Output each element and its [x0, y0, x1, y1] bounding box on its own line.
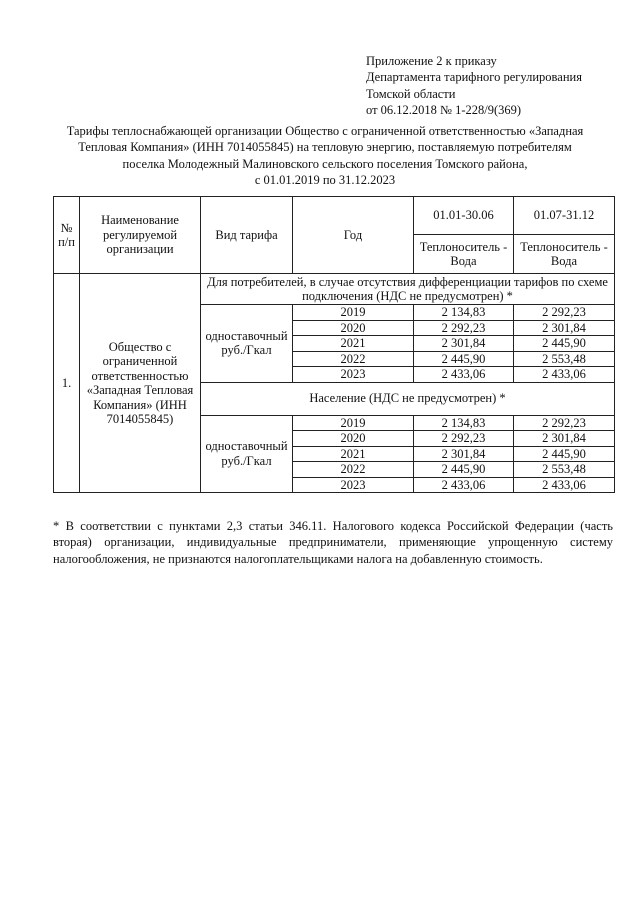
tariff-value-first-half: 2 433,06 — [414, 477, 514, 493]
header-carrier-first-half: Теплоноситель - Вода — [414, 235, 514, 274]
header-period-first-half: 01.01-30.06 — [414, 197, 514, 235]
tariff-value-first-half: 2 292,23 — [414, 320, 514, 336]
tariff-value-first-half: 2 134,83 — [414, 415, 514, 431]
annex-reference — [366, 53, 582, 119]
tariff-value-second-half: 2 301,84 — [514, 431, 615, 447]
tariff-value-second-half: 2 292,23 — [514, 305, 615, 321]
tariff-value-first-half: 2 445,90 — [414, 351, 514, 367]
year-cell: 2020 — [293, 320, 414, 336]
tariff-value-second-half: 2 553,48 — [514, 351, 615, 367]
tariff-type-cell: одноставочный руб./Гкал — [201, 415, 293, 493]
tariff-type-cell: одноставочный руб./Гкал — [201, 305, 293, 383]
title-line: с 01.01.2019 по 31.12.2023 — [254, 173, 396, 188]
year-cell: 2023 — [293, 477, 414, 493]
year-cell: 2021 — [293, 446, 414, 462]
annex-line: Приложение 2 к приказу — [366, 54, 497, 68]
row-number: 1. — [54, 274, 80, 493]
tariff-value-first-half: 2 301,84 — [414, 446, 514, 462]
title-line: Тарифы теплоснабжающей организации Общество с ограниченной ответственностью «Западная — [66, 124, 584, 138]
year-cell: 2021 — [293, 336, 414, 352]
tariff-value-first-half: 2 445,90 — [414, 462, 514, 478]
annex-line: Департамента тарифного регулирования — [366, 70, 582, 85]
year-cell: 2023 — [293, 367, 414, 383]
tariff-value-second-half: 2 292,23 — [514, 415, 615, 431]
title-line: Тепловая Компания» (ИНН 7014055845) на тепловую энергию, поставляемую потребителям — [78, 140, 572, 155]
header-carrier-second-half: Теплоноситель - Вода — [514, 235, 615, 274]
tariff-value-first-half: 2 433,06 — [414, 367, 514, 383]
footnote: * В соответствии с пунктами 2,3 статьи 346.11. Налогового кодекса Российской Федерации (часть вторая) организации, индивидуальные предприниматели, применяющие упрощенную систему налогообложения, не признаются налогоплательщиками налога на добавленную стоимость. — [53, 519, 613, 566]
document-title — [40, 123, 610, 189]
year-cell: 2019 — [293, 415, 414, 431]
header-tariff-type: Вид тарифа — [201, 197, 293, 274]
tariff-value-first-half: 2 301,84 — [414, 336, 514, 352]
tariff-value-second-half: 2 445,90 — [514, 446, 615, 462]
section-title-consumers: Для потребителей, в случае отсутствия дифференциации тарифов по схеме подключения (НДС не предусмотрен) * — [201, 274, 615, 305]
year-cell: 2020 — [293, 431, 414, 447]
year-cell: 2022 — [293, 351, 414, 367]
annex-line: Томской области — [366, 86, 456, 101]
tariff-value-second-half: 2 433,06 — [514, 477, 615, 493]
tariff-value-second-half: 2 301,84 — [514, 320, 615, 336]
tariff-value-second-half: 2 445,90 — [514, 336, 615, 352]
year-cell: 2019 — [293, 305, 414, 321]
header-num: № п/п — [54, 197, 80, 274]
organization-name: Общество с ограниченной ответственностью «Западная Тепловая Компания» (ИНН 7014055845) — [80, 274, 201, 493]
tariff-value-second-half: 2 553,48 — [514, 462, 615, 478]
tariff-value-second-half: 2 433,06 — [514, 367, 615, 383]
header-year: Год — [293, 197, 414, 274]
section-title-population: Население (НДС не предусмотрен) * — [201, 382, 615, 415]
tariff-table — [53, 196, 615, 493]
tariff-value-first-half: 2 134,83 — [414, 305, 514, 321]
annex-line: от 06.12.2018 № 1-228/9(369) — [366, 103, 522, 118]
title-line: поселка Молодежный Малиновского сельского поселения Томского района, — [122, 156, 528, 171]
tariff-value-first-half: 2 292,23 — [414, 431, 514, 447]
header-organization: Наименование регулируемой организации — [80, 197, 201, 274]
year-cell: 2022 — [293, 462, 414, 478]
header-period-second-half: 01.07-31.12 — [514, 197, 615, 235]
